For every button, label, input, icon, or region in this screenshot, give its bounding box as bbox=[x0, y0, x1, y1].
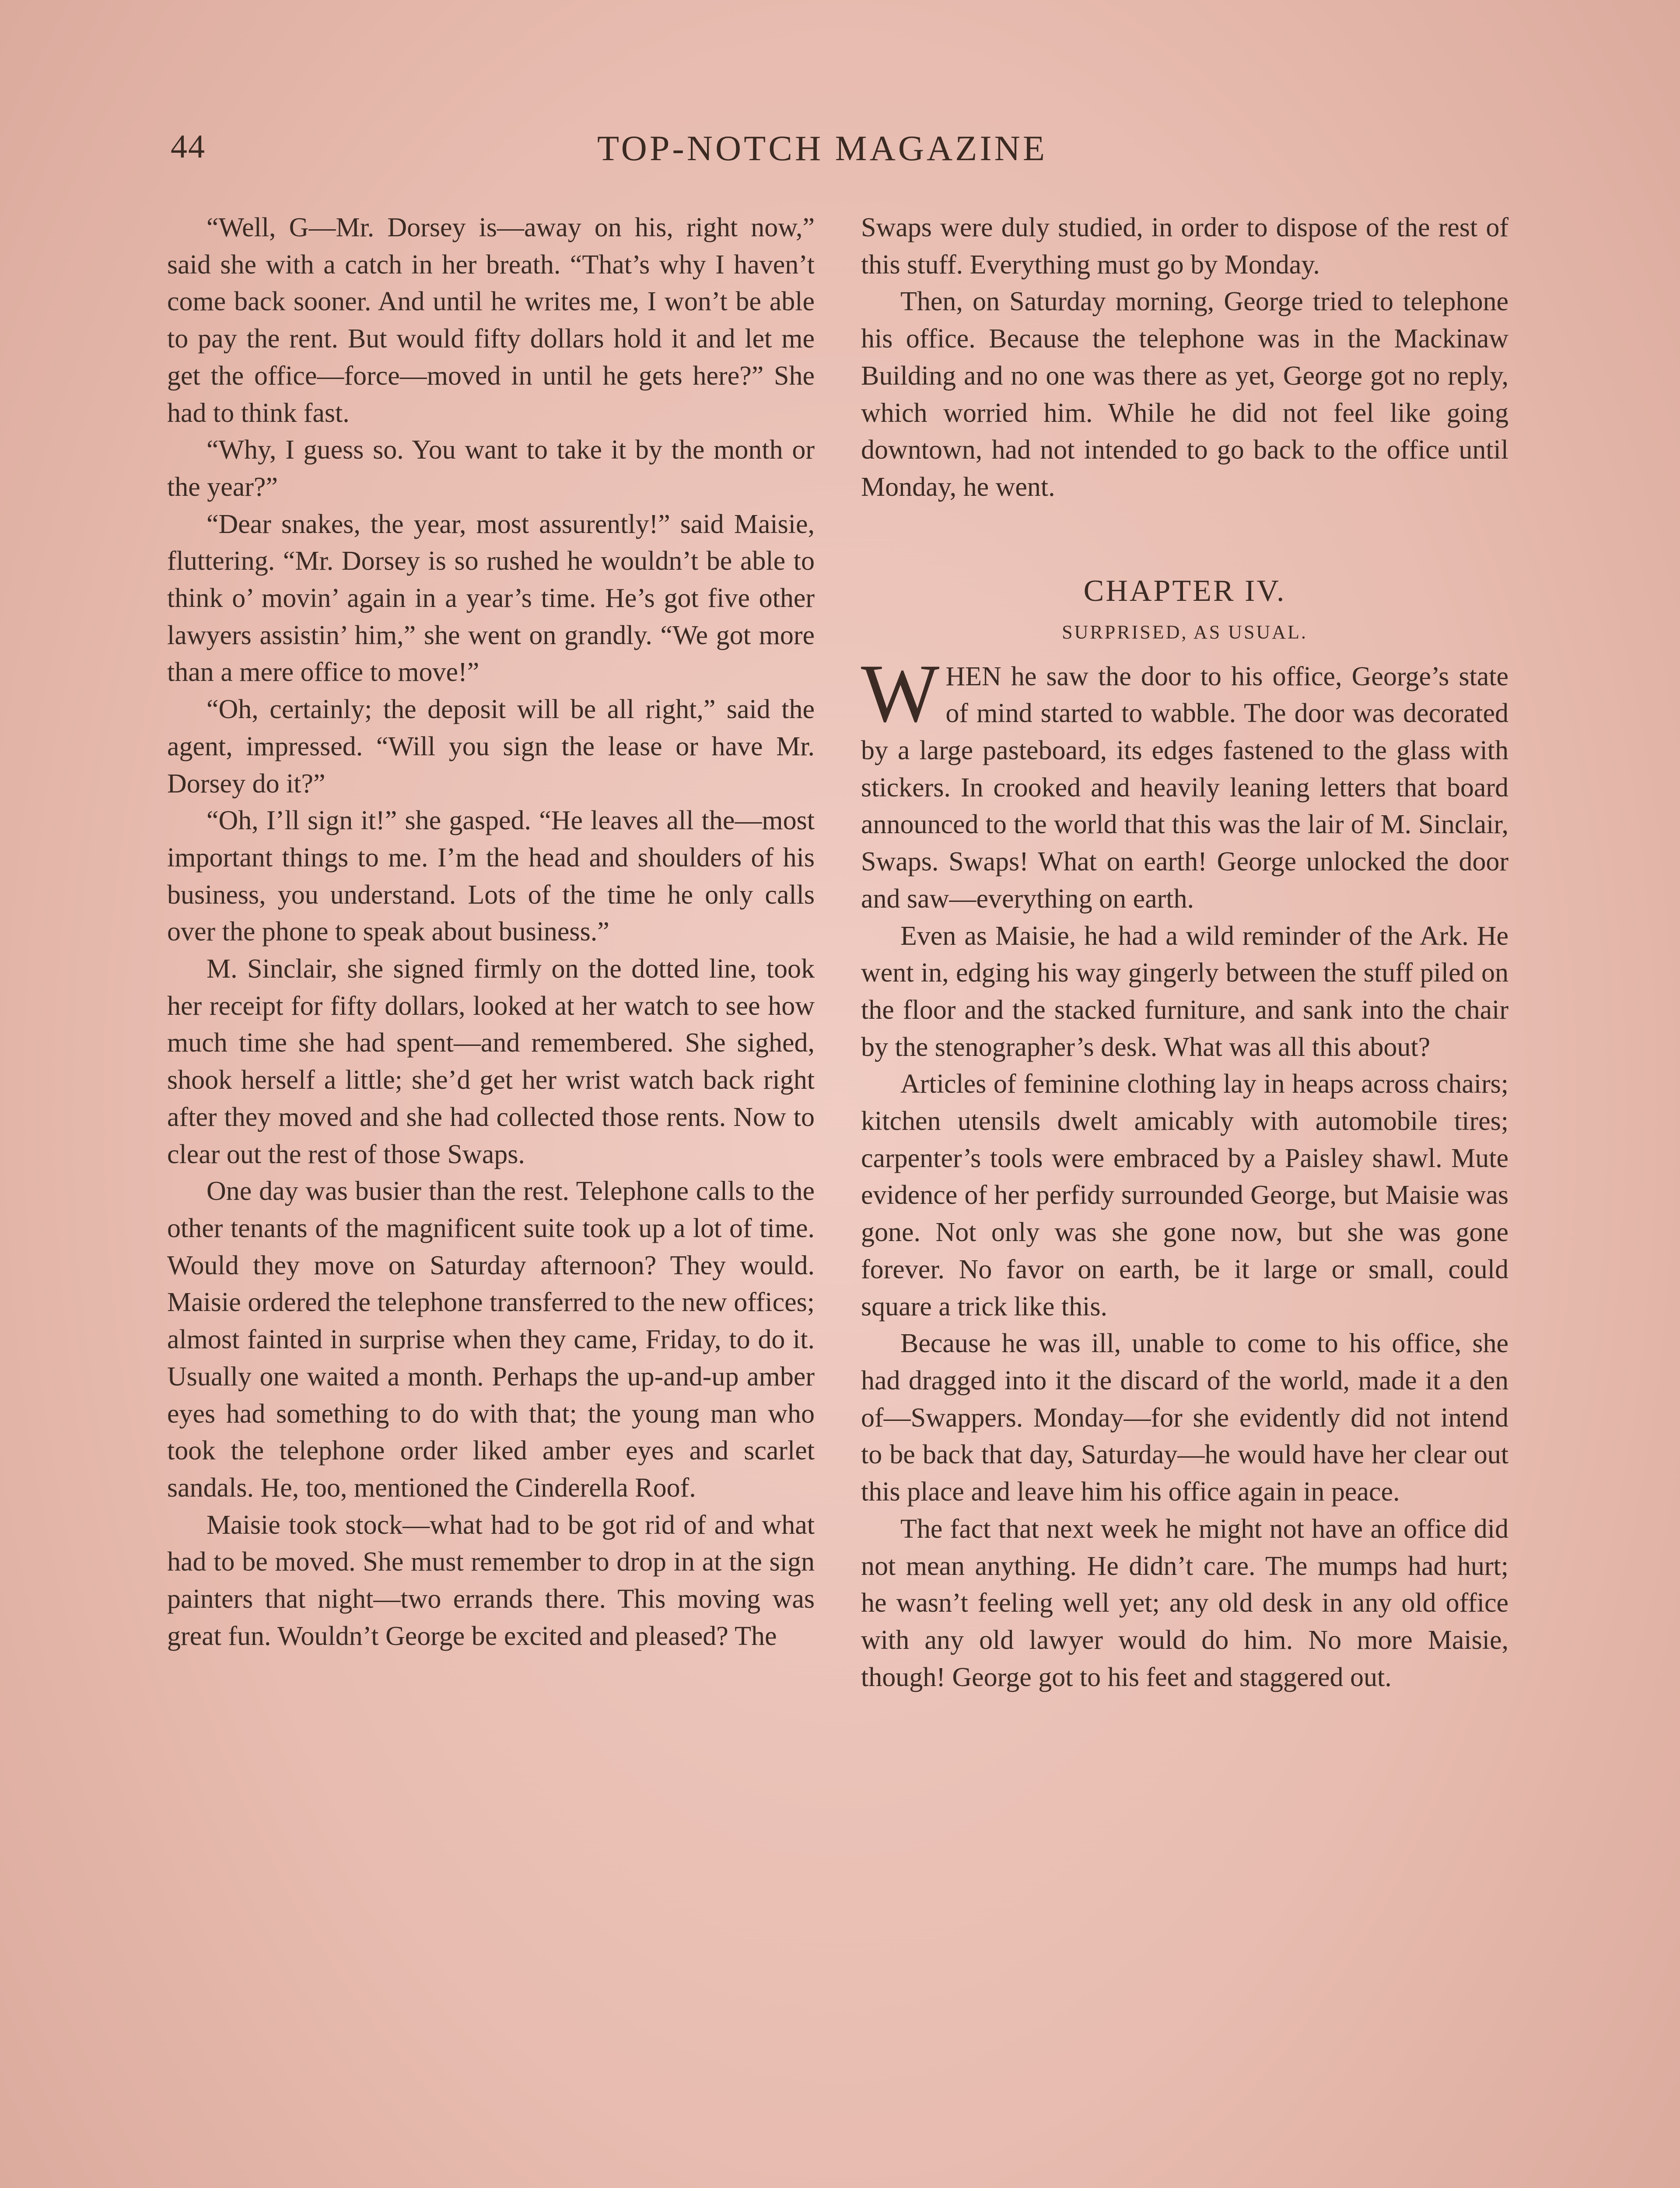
page-number: 44 bbox=[171, 128, 206, 165]
drop-cap-letter: W bbox=[861, 647, 940, 740]
paragraph: “Dear snakes, the year, most assurently!” said Maisie, fluttering. “Mr. Dorsey is so rushed he wouldn’t be able to think o’ movin’ again in a year’s time. He’s got five other lawyers assistin’ him,” she went on grandly. “We got more than a mere office to move!” bbox=[167, 509, 815, 687]
right-column bbox=[861, 209, 1508, 1696]
paragraph: M. Sinclair, she signed firmly on the dotted line, took her receipt for fifty dollars, looked at her watch to see how much time she had spent—and remembered. She sighed, shook herself a little; she’d get her wrist watch back right after they moved and she had collected those rents. Now to clear out the rest of those Swaps. bbox=[167, 954, 815, 1169]
running-header bbox=[171, 128, 1089, 176]
chapter-heading: CHAPTER IV. bbox=[1083, 574, 1286, 608]
magazine-title: TOP-NOTCH MAGAZINE bbox=[597, 128, 1047, 168]
paragraph: One day was busier than the rest. Telephone calls to the other tenants of the magnificent suite took up a lot of time. Would they move on Saturday afternoon? They would. Maisie ordered the telephone transferred to the new offices; almost fainted in surprise when they came, Friday, to do it. Usually one waited a month. Perhaps the up-and-up amber eyes had something to do with that; the young man who took the telephone order liked amber eyes and scarlet sandals. He, too, mentioned the Cinderella Roof. bbox=[167, 1176, 815, 1503]
chapter-subtitle: SURPRISED, AS USUAL. bbox=[1062, 621, 1308, 643]
continuation-paragraph: Swaps were duly studied, in order to dispose of the rest of this stuff. Everything must go by Monday. bbox=[861, 213, 1508, 280]
paragraph: “Why, I guess so. You want to take it by the month or the year?” bbox=[167, 435, 815, 502]
paragraph: Maisie took stock—what had to be got rid of and what had to be moved. She must remember to drop in at the sign painters that night—two errands there. This moving was great fun. Wouldn’t George be excited and pleased? The bbox=[167, 1510, 815, 1651]
paragraph: “Oh, certainly; the deposit will be all right,” said the agent, impressed. “Will you sign the lease or have Mr. Dorsey do it?” bbox=[167, 694, 815, 799]
left-column bbox=[167, 209, 815, 1655]
paragraph: Articles of feminine clothing lay in heaps across chairs; kitchen utensils dwelt amicably with automobile tires; carpenter’s tools were embraced by a Paisley shawl. Mute evidence of her perfidy surrounded George, but Maisie was gone. Not only was she gone now, but she was gone forever. No favor on earth, be it large or small, could square a trick like this. bbox=[861, 1069, 1508, 1322]
paragraph: The fact that next week he might not have an office did not mean anything. He didn’t care. The mumps had hurt; he wasn’t feeling well yet; any old desk in any old office with any old lawyer would do him. No more Maisie, though! George got to his feet and staggered out. bbox=[861, 1514, 1508, 1692]
dropcap-paragraph bbox=[861, 647, 1508, 918]
paragraph: “Well, G—Mr. Dorsey is—away on his, right now,” said she with a catch in her breath. “That’s why I haven’t come back sooner. And until he writes me, I won’t be able to pay the rent. But would fifty dollars hold it and let me get the office—force—moved in until he gets here?” She had to think fast. bbox=[167, 213, 815, 428]
paragraph: Even as Maisie, he had a wild reminder of the Ark. He went in, edging his way gingerly between the stuff piled on the floor and the stacked furniture, and sank into the chair by the stenographer’s desk. What was all this about? bbox=[861, 921, 1508, 1062]
paragraph: Because he was ill, unable to come to his office, she had dragged into it the discard of the world, made it a den of—Swappers. Monday—for she evidently did not intend to be back that day, Saturday—he would have her clear out this place and leave him his office again in peace. bbox=[861, 1329, 1508, 1507]
paragraph: “Oh, I’ll sign it!” she gasped. “He leaves all the—most important things to me. I’m the head and shoulders of his business, you understand. Lots of the time he only calls over the phone to speak about business.” bbox=[167, 806, 815, 947]
dropcap-paragraph-text: HEN he saw the door to his office, George’s state of mind started to wabble. The door was decorated by a large pasteboard, its edges fastened to the glass with stickers. In crooked and heavily leaning letters that board announced to the world that this was the lair of M. Sinclair, Swaps. Swaps! What on earth! George unlocked the door and saw—everything on earth. bbox=[861, 661, 1508, 914]
paragraph: Then, on Saturday morning, George tried to telephone his office. Because the telephone was in the Mackinaw Building and no one was there as yet, George got no reply, which worried him. While he did not feel like going downtown, had not intended to go back to the office until Monday, he went. bbox=[861, 287, 1508, 502]
